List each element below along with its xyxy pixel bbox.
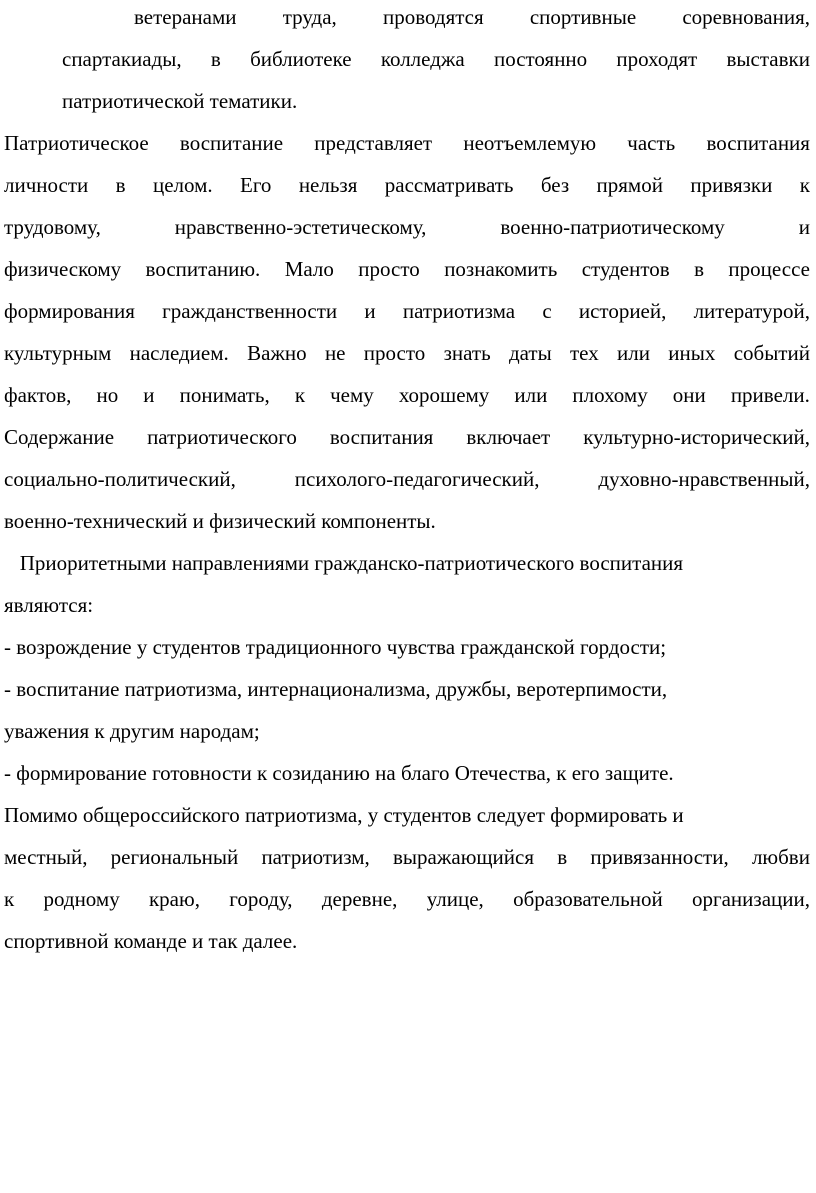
- text-line-8: формирования гражданственности и патриотизма с историей, литературой,: [4, 299, 810, 323]
- text-line-13: военно-технический и физический компоненты.: [4, 509, 436, 533]
- text-line-3: патриотической тематики.: [62, 89, 298, 113]
- text-line-1: ветеранами труда, проводятся спортивные соревнования,: [134, 5, 810, 29]
- text-line-22: к родному краю, городу, деревне, улице, образовательной организации,: [4, 887, 810, 911]
- text-line-15: являются:: [4, 593, 94, 617]
- list-item-3: - формирование готовности к созиданию на благо Отечества, к его защите.: [4, 761, 674, 785]
- list-item-2: - воспитание патриотизма, интернационализма, дружбы, веротерпимости,: [4, 677, 668, 701]
- text-line-7: физическому воспитанию. Мало просто познакомить студентов в процессе: [4, 257, 810, 281]
- text-line-14: Приоритетными направлениями гражданско-патриотического воспитания: [4, 551, 684, 575]
- text-line-6: трудовому, нравственно-эстетическому, военно-патриотическому и: [4, 215, 810, 239]
- text-line-2: спартакиады, в библиотеке колледжа постоянно проходят выставки: [62, 47, 810, 71]
- text-line-21: местный, региональный патриотизм, выражающийся в привязанности, любви: [4, 845, 810, 869]
- text-line-12: социально-политический, психолого-педагогический, духовно-нравственный,: [4, 467, 810, 491]
- text-line-10: фактов, но и понимать, к чему хорошему или плохому они привели.: [4, 383, 810, 407]
- list-item-1: - возрождение у студентов традиционного чувства гражданской гордости;: [4, 635, 667, 659]
- text-line-11: Содержание патриотического воспитания включает культурно-исторический,: [4, 425, 810, 449]
- text-line-9: культурным наследием. Важно не просто знать даты тех или иных событий: [4, 341, 810, 365]
- text-line-4: Патриотическое воспитание представляет неотъемлемую часть воспитания: [4, 131, 810, 155]
- list-item-2-continued: уважения к другим народам;: [4, 719, 260, 743]
- text-line-23: спортивной команде и так далее.: [4, 929, 298, 953]
- text-line-20: Помимо общероссийского патриотизма, у студентов следует формировать и: [4, 803, 684, 827]
- text-line-5: личности в целом. Его нельзя рассматривать без прямой привязки к: [4, 173, 810, 197]
